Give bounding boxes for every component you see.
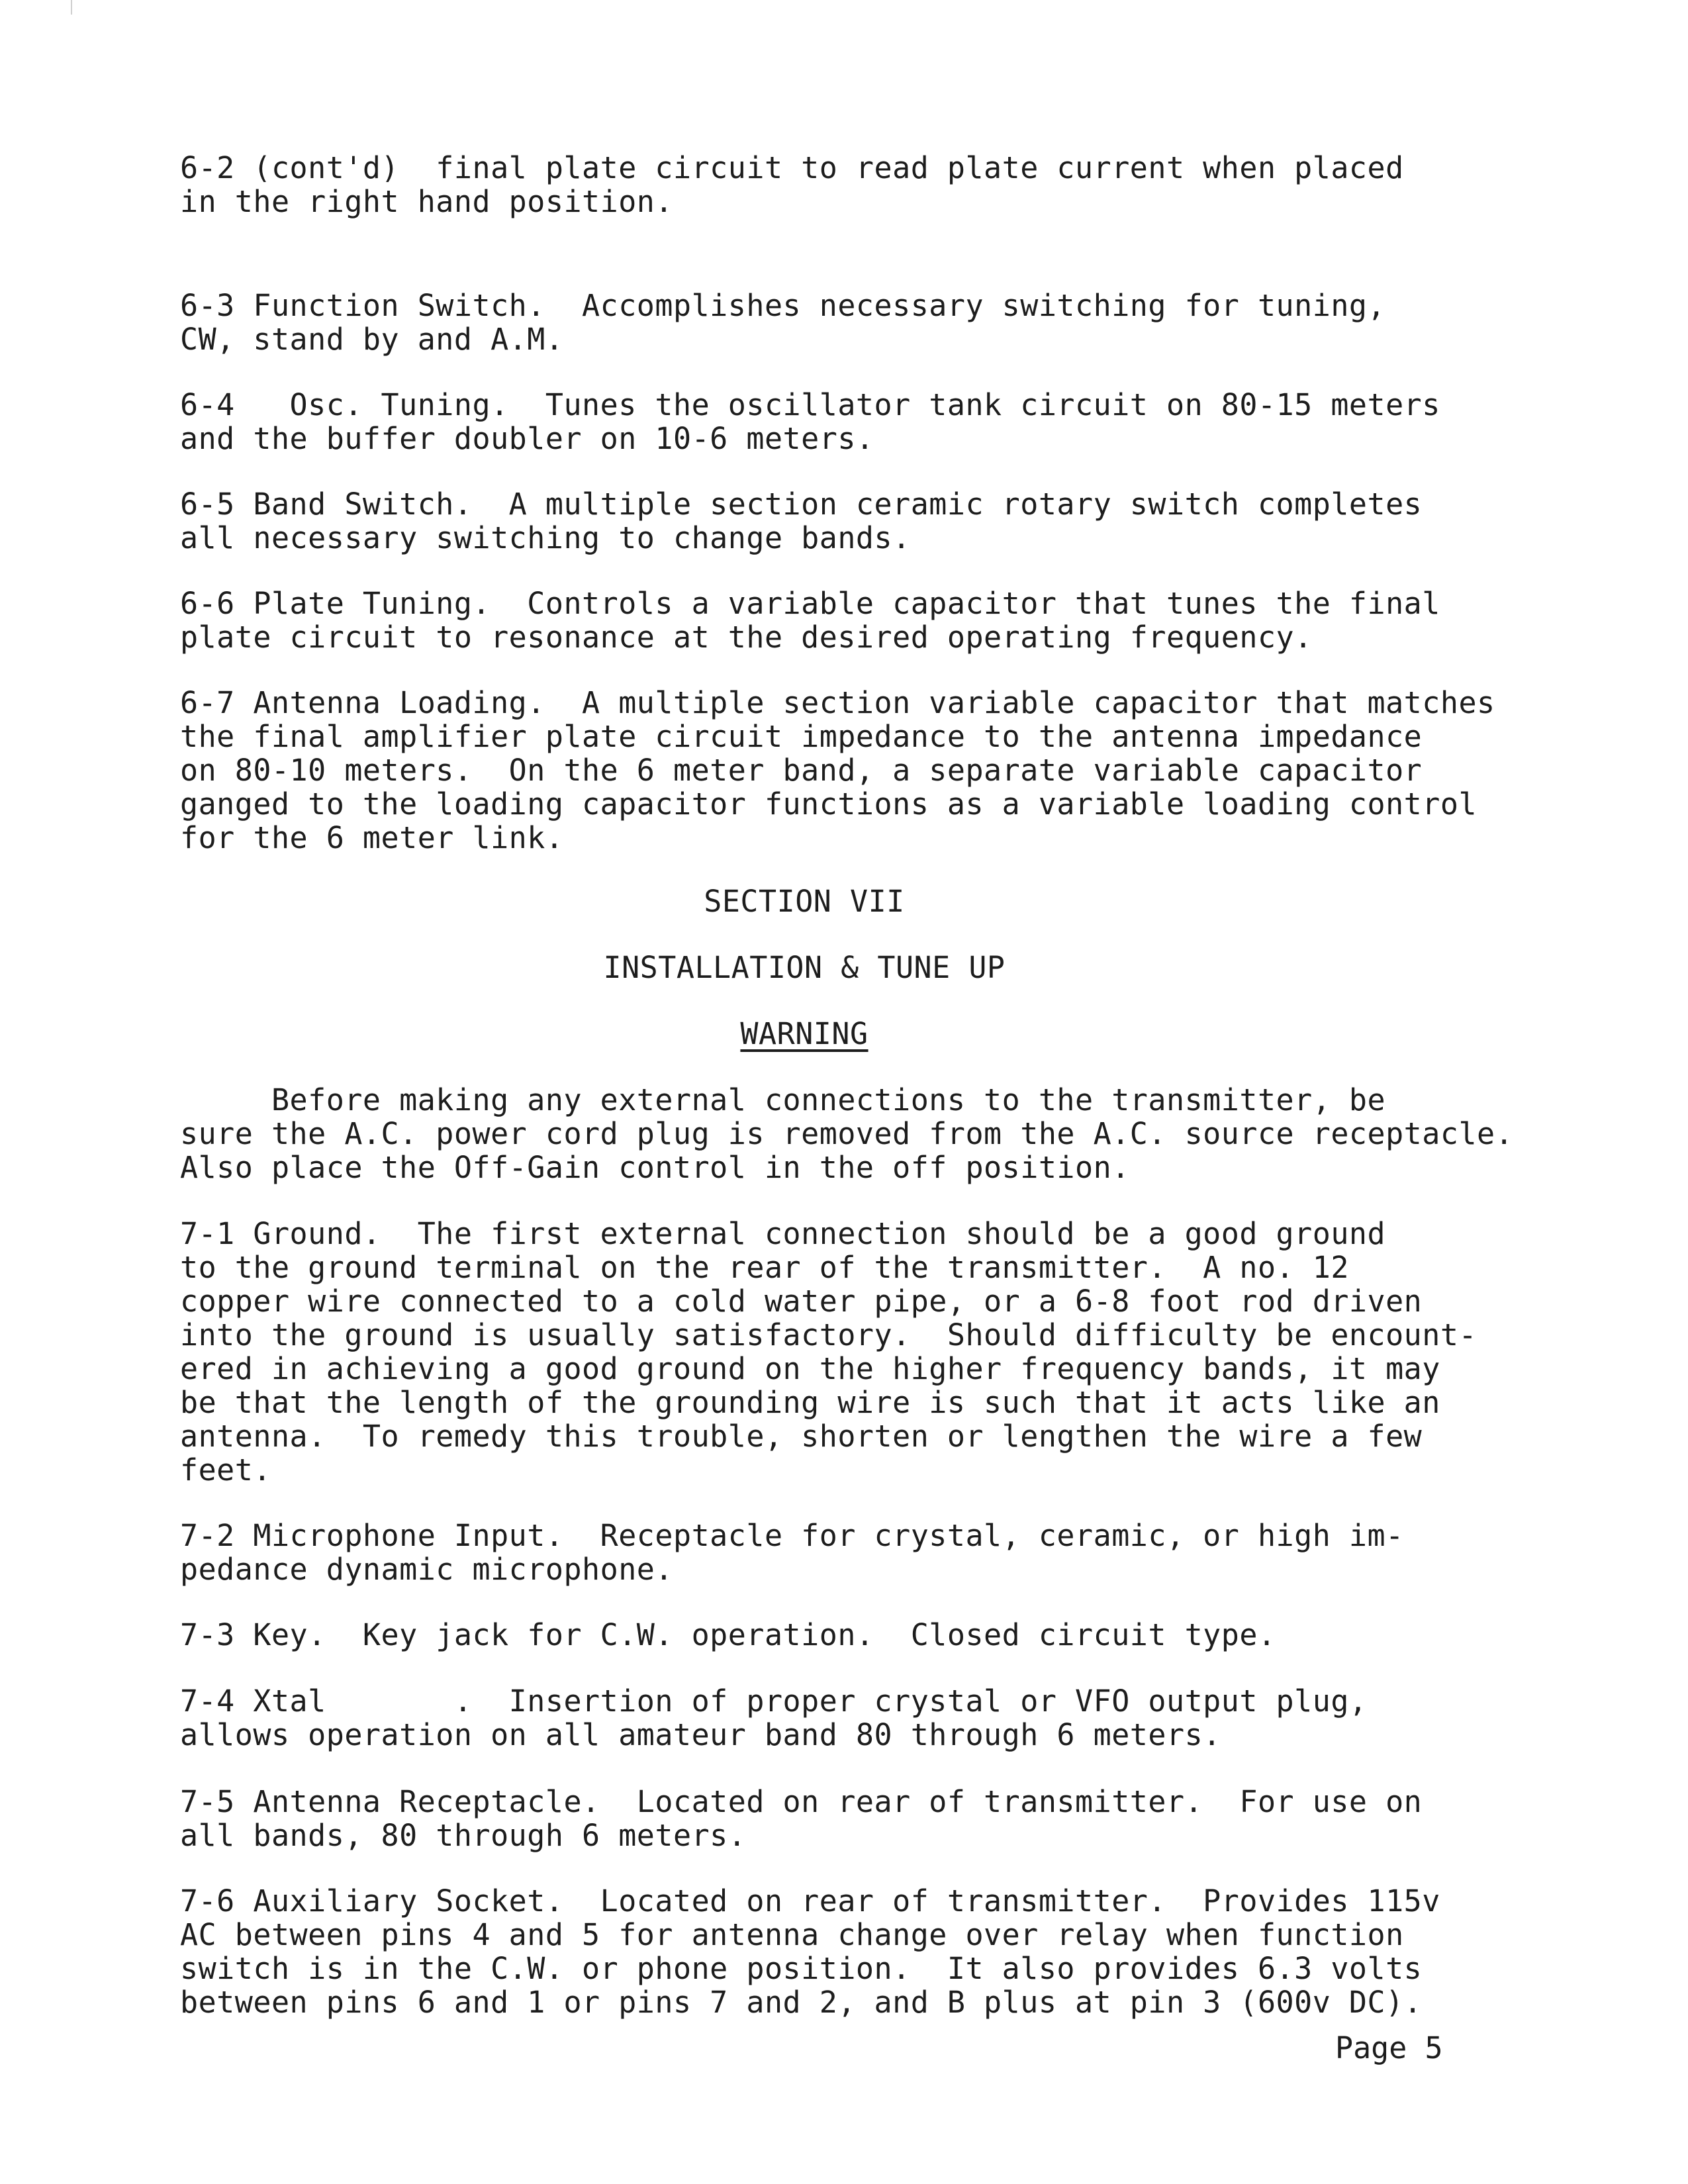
paragraph-7-1-ground: 7-1 Ground. The first external connection should be a good ground to the ground terminal on the rear of the transmitter. A no. 12 copper wire connected to a cold water pipe, or a 6-8 foot rod driven into the ground is usually satisfactory. Should difficulty be encount- ered in achieving a good ground on the higher frequency bands, it may be that the length of the grounding wire is such that it acts like an antenna. To remedy this trouble, shorten or lengthen the wire a few feet. — [180, 1216, 1477, 1488]
paragraph-6-4-osc-tuning: 6-4 Osc. Tuning. Tunes the oscillator tank circuit on 80-15 meters and the buffer doubler on 10-6 meters. — [180, 387, 1440, 456]
paragraph-6-6-plate-tuning: 6-6 Plate Tuning. Controls a variable capacitor that tunes the final plate circuit to resonance at the desired operating frequency. — [180, 586, 1440, 655]
section-subtitle: INSTALLATION & TUNE UP — [603, 950, 1006, 985]
paragraph-6-5-band-switch: 6-5 Band Switch. A multiple section ceramic rotary switch completes all necessary switching to change bands. — [180, 487, 1423, 555]
warning-heading: WARNING — [740, 1016, 868, 1051]
paragraph-warning-body: Before making any external connections to the transmitter, be sure the A.C. power cord plug is removed from the A.C. source receptacle. Also place the Off-Gain control in the off position. — [180, 1082, 1514, 1185]
paragraph-7-4-xtal: 7-4 Xtal . Insertion of proper crystal or VFO output plug, allows operation on all amateur band 80 through 6 meters. — [180, 1684, 1368, 1752]
paragraph-6-3-function-switch: 6-3 Function Switch. Accomplishes necessary switching for tuning, CW, stand by and A.M. — [180, 288, 1386, 357]
section-title: SECTION VII — [704, 884, 905, 919]
scan-margin-mark — [71, 0, 72, 15]
paragraph-7-2-microphone-input: 7-2 Microphone Input. Receptacle for crystal, ceramic, or high im- pedance dynamic microphone. — [180, 1518, 1404, 1587]
page-number: Page 5 — [1335, 2030, 1443, 2065]
paragraph-6-2-contd: 6-2 (cont'd) final plate circuit to read plate current when placed in the right hand position. — [180, 150, 1404, 219]
paragraph-7-5-antenna-receptacle: 7-5 Antenna Receptacle. Located on rear of transmitter. For use on all bands, 80 through 6 meters. — [180, 1784, 1423, 1853]
paragraph-7-6-auxiliary-socket: 7-6 Auxiliary Socket. Located on rear of transmitter. Provides 115v AC between pins 4 and 5 for antenna change over relay when function switch is in the C.W. or phone position. It also provides 6.3 volts between pins 6 and 1 or pins 7 and 2, and B plus at pin 3 (600v DC). — [180, 1883, 1440, 2020]
paragraph-7-3-key: 7-3 Key. Key jack for C.W. operation. Closed circuit type. — [180, 1617, 1276, 1652]
warning-line — [0, 1017, 1609, 1051]
paragraph-6-7-antenna-loading: 6-7 Antenna Loading. A multiple section variable capacitor that matches the final amplifier plate circuit impedance to the antenna impedance on 80-10 meters. On the 6 meter band, a separate variable capacitor ganged to the loading capacitor functions as a variable loading control for the 6 meter link. — [180, 685, 1495, 855]
